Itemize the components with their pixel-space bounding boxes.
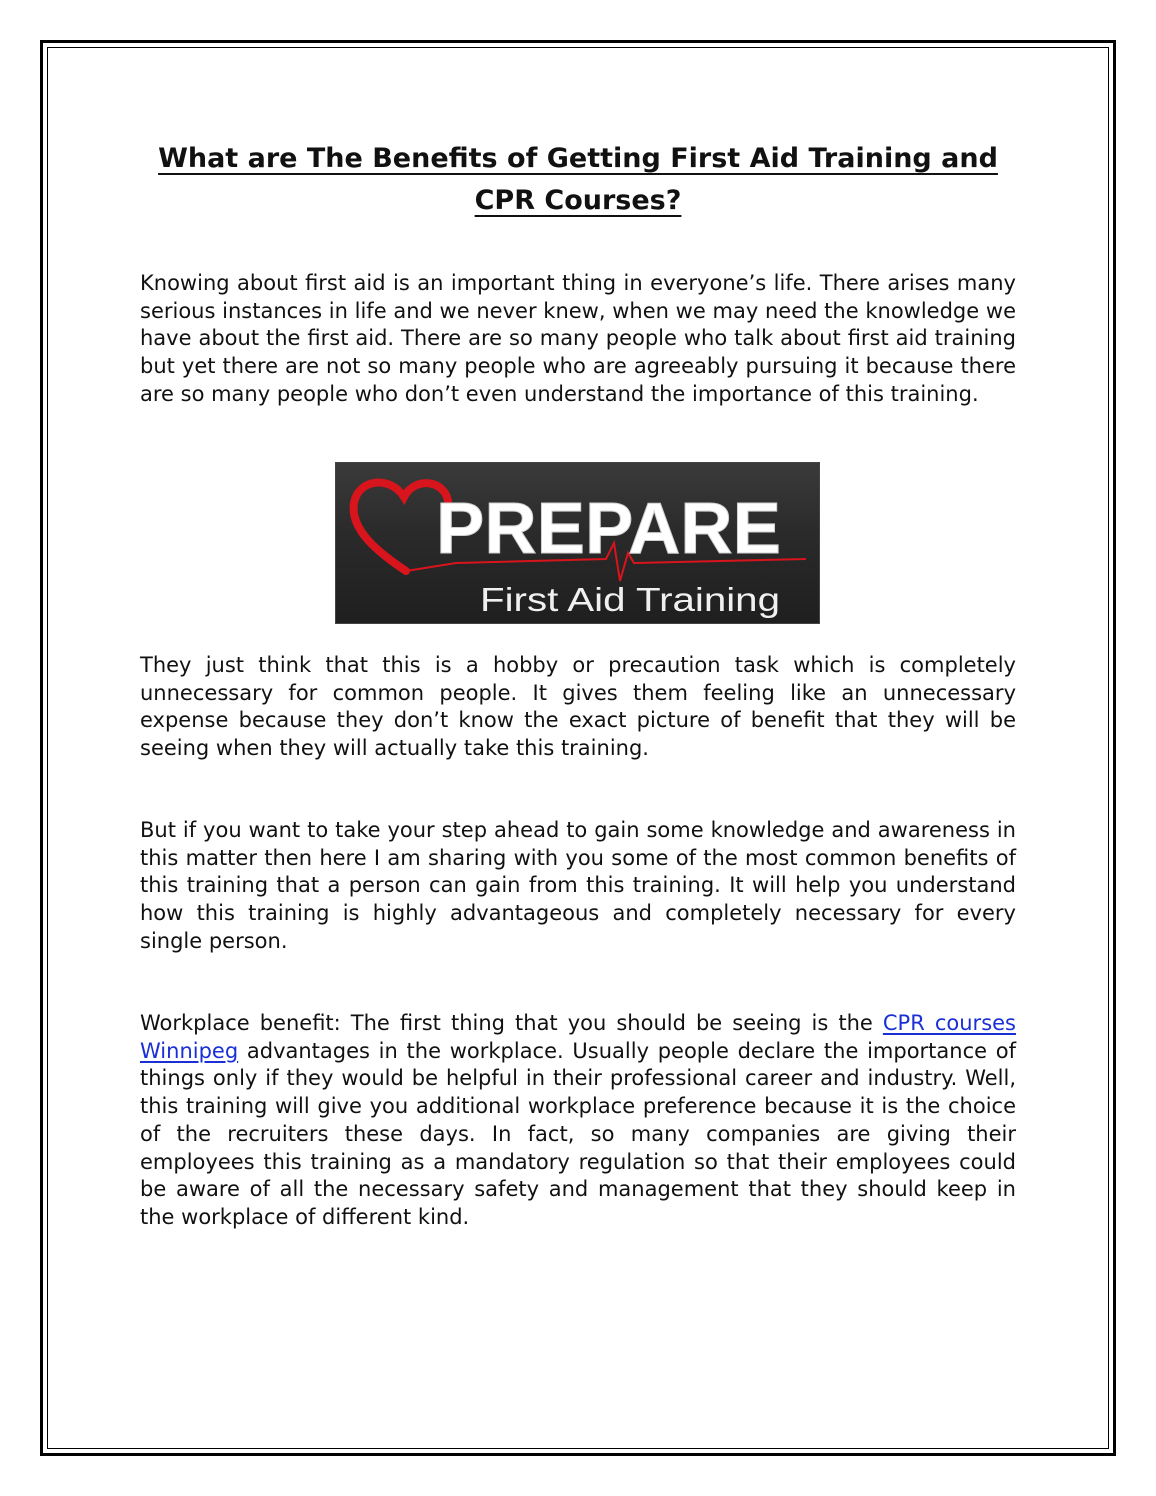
workplace-paragraph xyxy=(140,1010,1016,1232)
hobby-paragraph: They just think that this is a hobby or precaution task which is completely unnecessary for common people. It gives them feeling like an unnecessary expense because they don’t know the exact picture of benefit that they will be seeing when they will actually take this training. xyxy=(140,653,1016,761)
heart-icon xyxy=(354,483,448,571)
prepare-logo xyxy=(335,462,820,624)
cpr-courses-link[interactable]: CPR courses Winnipeg xyxy=(140,1011,1016,1063)
page-title: What are The Benefits of Getting First Aid Training and CPR Courses? xyxy=(158,143,998,216)
intro-paragraph: Knowing about first aid is an important thing in everyone’s life. There arises many serious instances in life and we never knew, when we may need the knowledge we have about the first aid. There are so many people who talk about first aid training but yet there are not so many people who are agreeably pursuing it because there are so many people who don’t even understand the importance of this training. xyxy=(140,271,1016,406)
workplace-rest: advantages in the workplace. Usually people declare the importance of things only if they would be helpful in their professional career and industry. Well, this training will give you additional workplace preference because it is the choice of the recruiters these days. In fact, so many companies are giving their employees this training as a mandatory regulation so that their employees could be aware of all the necessary safety and management that they should keep in the workplace of different kind. xyxy=(140,1038,1016,1229)
logo-brand-text: PREPARE xyxy=(436,489,781,569)
logo-graphic xyxy=(336,463,821,625)
logo-tagline-text: First Aid Training xyxy=(480,581,780,618)
workplace-intro: Workplace benefit: The first thing that you should be seeing is the xyxy=(140,1011,883,1035)
benefits-paragraph: But if you want to take your step ahead to gain some knowledge and awareness in this matter then here I am sharing with you some of the most common benefits of this training that a person can gain from this training. It will help you understand how this training is highly advantageous and completely necessary for every single person. xyxy=(140,818,1016,953)
